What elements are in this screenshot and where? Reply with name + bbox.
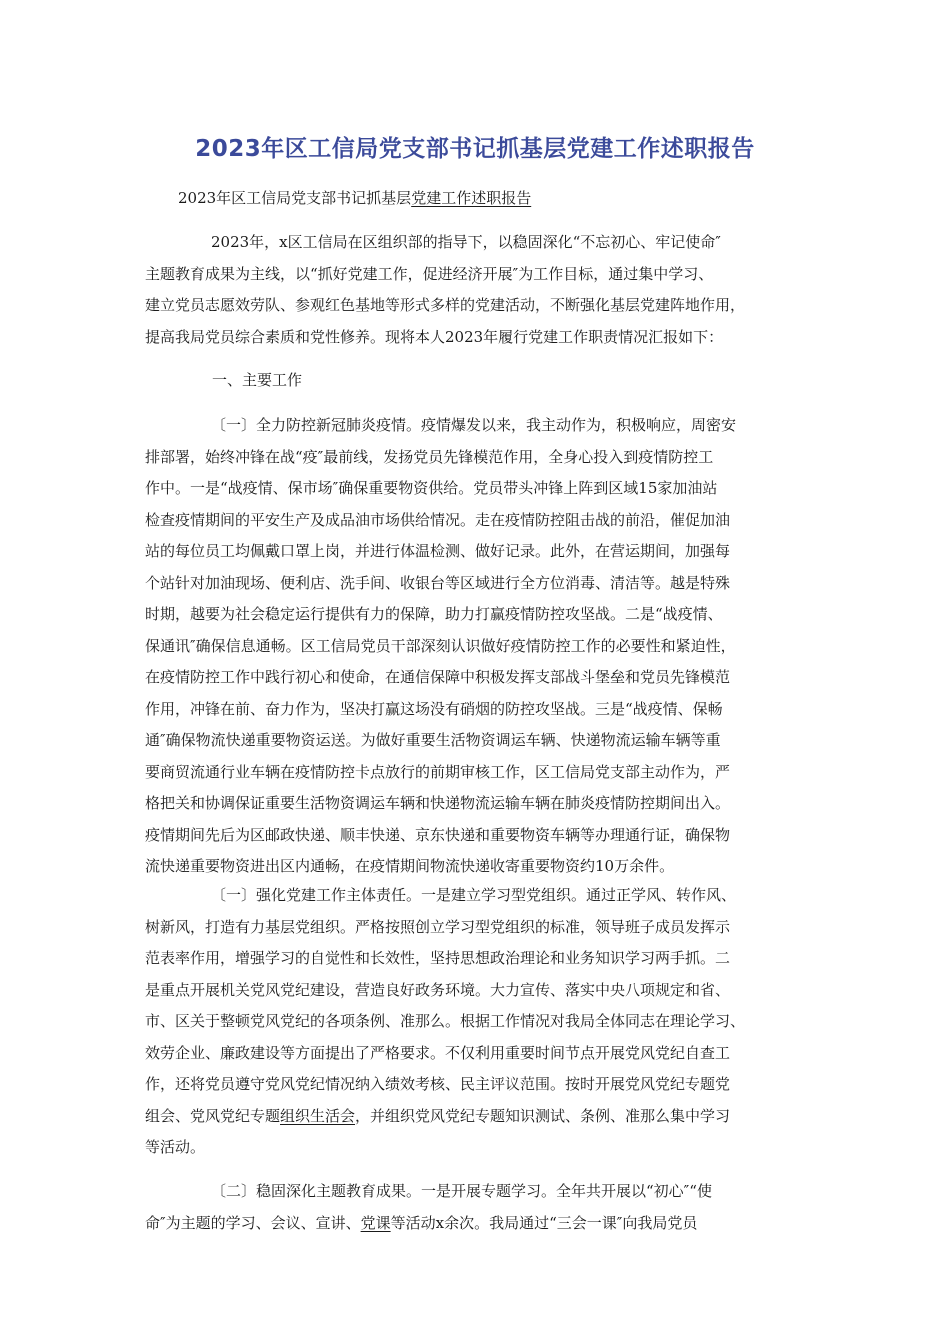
paragraph-line: 格把关和协调保证重要生活物资调运车辆和快递物流运输车辆在肺炎疫情防控期间出入。 bbox=[145, 794, 731, 812]
paragraph-line: 排部署，始终冲锋在战“疫″最前线，发扬党员先锋模范作用，全身心投入到疫情防控工 bbox=[145, 447, 714, 466]
paragraph-line: 〔二〕稳固深化主题教育成果。一是开展专题学习。全年共开展以“初心″“使 bbox=[211, 1182, 712, 1200]
paragraph-line: 个站针对加油现场、便利店、洗手间、收银台等区域进行全方位消毒、清洁等。越是特殊 bbox=[145, 573, 731, 592]
paragraph-line: 〔一〕强化党建工作主体责任。一是建立学习型党组织。通过正学风、转作风、 bbox=[211, 886, 737, 904]
paragraph-line: 〔一〕全力防控新冠肺炎疫情。疫情爆发以来，我主动作为，积极响应，周密安 bbox=[211, 416, 737, 434]
intro-line: 主题教育成果为主线，以“抓好党建工作，促进经济开展″为工作目标，通过集中学习、 bbox=[145, 264, 714, 283]
paragraph-line: 时期，越要为社会稳定运行提供有力的保障，助力打赢疫情防控攻坚战。二是“战疫情、 bbox=[145, 605, 723, 623]
document-subtitle bbox=[178, 186, 531, 210]
paragraph-line: 等活动。 bbox=[145, 1138, 206, 1156]
paragraph-line: 流快递重要物资进出区内通畅，在疫情期间物流快递收寄重要物资约10万余件。 bbox=[145, 857, 675, 875]
paragraph-line: 作用，冲锋在前、奋力作为，坚决打赢这场没有硝烟的防控攻坚战。三是“战疫情、保畅 bbox=[145, 699, 723, 718]
intro-line: 提高我局党员综合素质和党性修养。现将本人2023年履行党建工作职责情况汇报如下： bbox=[145, 327, 724, 346]
paragraph-epidemic bbox=[145, 410, 810, 883]
line-text: 命″为主题的学习、会议、宣讲、 bbox=[145, 1213, 361, 1232]
section-heading: 一、主要工作 bbox=[212, 371, 303, 389]
intro-line: 建立党员志愿效劳队、参观红色基地等形式多样的党建活动，不断强化基层党建阵地作用， bbox=[145, 296, 746, 314]
paragraph-party-building bbox=[145, 880, 810, 1164]
paragraph-line bbox=[145, 1101, 810, 1133]
organization-life-meeting-link[interactable]: 组织生活会 bbox=[280, 1106, 356, 1125]
paragraph-line: 保通讯″确保信息通畅。区工信局党员干部深刻认识做好疫情防控工作的必要性和紧迫性， bbox=[145, 636, 736, 655]
paragraph-line: 要商贸流通行业车辆在疫情防控卡点放行的前期审核工作，区工信局党支部主动作为，严 bbox=[145, 762, 731, 781]
paragraph-theme-education bbox=[145, 1176, 810, 1239]
subtitle-link[interactable]: 党建工作述职报告 bbox=[411, 189, 532, 207]
subtitle-text: 2023年区工信局党支部书记抓基层 bbox=[178, 189, 412, 207]
line-text: 等活动x余次。我局通过“三会一课″向我局党员 bbox=[390, 1213, 698, 1232]
paragraph-line: 市、区关于整顿党风党纪的各项条例、准那么。根据工作情况对我局全体同志在理论学习、 bbox=[145, 1012, 746, 1030]
paragraph-line: 疫情期间先后为区邮政快递、顺丰快递、京东快递和重要物资车辆等办理通行证，确保物 bbox=[145, 825, 731, 844]
paragraph-line: 在疫情防控工作中践行初心和使命，在通信保障中积极发挥支部战斗堡垒和党员先锋模范 bbox=[145, 668, 731, 686]
paragraph-line: 效劳企业、廉政建设等方面提出了严格要求。不仅利用重要时间节点开展党风党纪自查工 bbox=[145, 1043, 731, 1062]
paragraph-line: 检查疫情期间的平安生产及成品油市场供给情况。走在疫情防控阻击战的前沿，催促加油 bbox=[145, 510, 731, 529]
paragraph-line: 作，还将党员遵守党风党纪情况纳入绩效考核、民主评议范围。按时开展党风党纪专题党 bbox=[145, 1075, 731, 1093]
line-text: 组会、党风党纪专题 bbox=[145, 1106, 281, 1125]
intro-line: 2023年，x区工信局在区组织部的指导下，以稳固深化“不忘初心、牢记使命″ bbox=[211, 233, 721, 251]
party-lecture-link[interactable]: 党课 bbox=[360, 1213, 391, 1232]
paragraph-line: 范表率作用，增强学习的自觉性和长效性，坚持思想政治理论和业务知识学习两手抓。二 bbox=[145, 949, 731, 967]
paragraph-line: 站的每位员工均佩戴口罩上岗，并进行体温检测、做好记录。此外，在营运期间，加强每 bbox=[145, 542, 731, 560]
paragraph-line: 通″确保物流快递重要物资运送。为做好重要生活物资调运车辆、快递物流运输车辆等重 bbox=[145, 731, 721, 749]
paragraph-line bbox=[145, 1208, 810, 1240]
document-title: 2023年区工信局党支部书记抓基层党建工作述职报告 bbox=[195, 136, 755, 162]
paragraph-line: 作中。一是“战疫情、保市场″确保重要物资供给。党员带头冲锋上阵到区域15家加油站 bbox=[145, 479, 718, 497]
intro-paragraph bbox=[145, 227, 810, 353]
line-text: ，并组织党风党纪专题知识测试、条例、准那么集中学习 bbox=[355, 1106, 731, 1125]
paragraph-line: 是重点开展机关党风党纪建设，营造良好政务环境。大力宣传、落实中央八项规定和省、 bbox=[145, 980, 731, 999]
paragraph-line: 树新风，打造有力基层党组织。严格按照创立学习型党组织的标准，领导班子成员发挥示 bbox=[145, 917, 731, 936]
